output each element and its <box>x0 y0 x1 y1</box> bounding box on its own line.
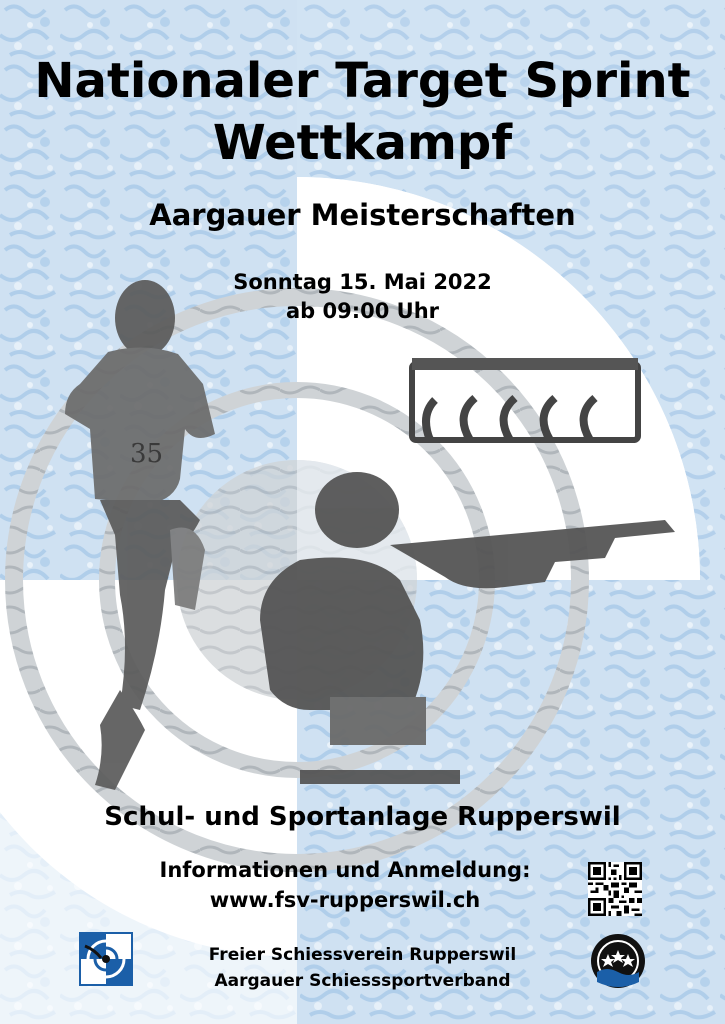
date-line-2: ab 09:00 Uhr <box>285 299 440 323</box>
title-line-2: Wettkampf <box>212 115 513 171</box>
organizer-line-1: Freier Schiessverein Rupperswil <box>208 945 517 965</box>
info-block <box>0 855 690 915</box>
website-link[interactable]: www.fsv-rupperswil.ch <box>209 888 481 912</box>
venue-name: Schul- und Sportanlage Rupperswil <box>104 802 621 832</box>
poster-subtitle: Aargauer Meisterschaften <box>149 198 576 232</box>
title-line-1: Nationaler Target Sprint <box>34 53 691 109</box>
qr-code-icon[interactable] <box>588 862 642 916</box>
runner-bib-number: 35 <box>130 439 164 469</box>
poster-title <box>0 50 725 174</box>
asv-logo-icon <box>589 932 647 990</box>
organizer-line-2: Aargauer Schiesssportverband <box>214 971 511 991</box>
event-date <box>0 268 725 326</box>
fsv-logo-icon <box>79 932 133 986</box>
date-line-1: Sonntag 15. Mai 2022 <box>233 270 492 294</box>
info-line-1: Informationen und Anmeldung: <box>159 858 531 882</box>
